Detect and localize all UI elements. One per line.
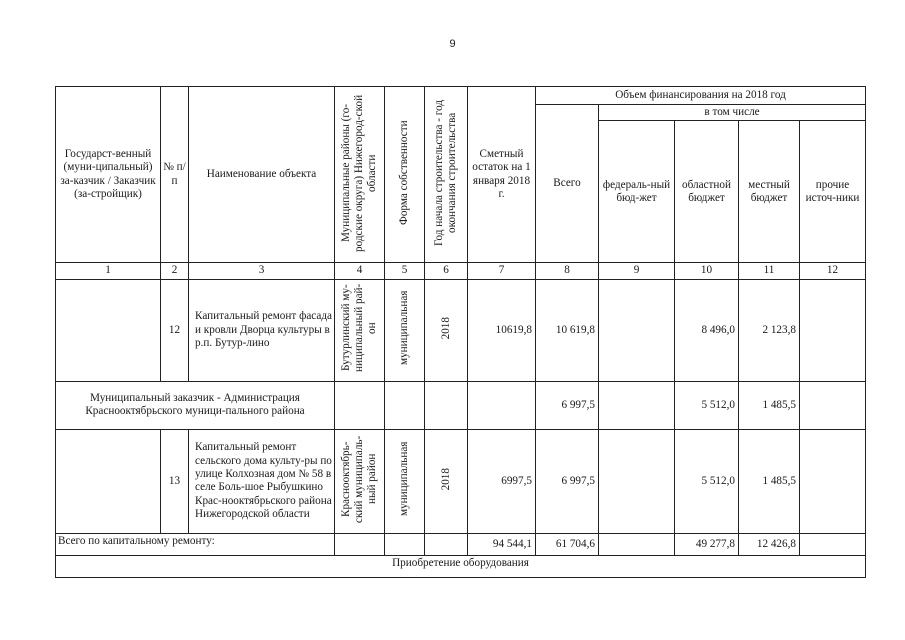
header-estimate-balance: Сметный остаток на 1 января 2018 г. (468, 87, 536, 263)
header-financing-title: Объем финансирования на 2018 год (536, 87, 866, 105)
row-customer (56, 279, 161, 381)
header-years (425, 87, 468, 263)
header-total: Всего (536, 105, 599, 263)
col-num: 5 (385, 263, 425, 279)
col-num: 1 (56, 263, 161, 279)
section-title: Приобретение оборудования (56, 555, 866, 577)
col-num: 7 (468, 263, 536, 279)
header-customer: Государст-венный (муни-ципальный) за-казчик / Заказчик (за-стройщик) (56, 87, 161, 263)
row-municipal-customer: Муниципальный заказчик - Администрация Краснооктябрьского муници-пального района (56, 381, 335, 429)
totals-year (425, 533, 468, 555)
row-local: 1 485,5 (739, 429, 800, 533)
row-ownership-text: муниципальная (398, 290, 411, 366)
totals-total: 61 704,6 (536, 533, 599, 555)
header-ownership-text: Форма собственности (398, 120, 411, 225)
row-object-name: Капитальный ремонт сельского дома культу-ры по улице Колхозная дом № 58 в селе Боль-шое Рыбушкино Крас-нооктябрьского района Нижегородской области (189, 429, 335, 533)
totals-regional: 49 277,8 (675, 533, 739, 555)
header-no: № п/п (161, 87, 189, 263)
row-total: 10 619,8 (536, 279, 599, 381)
table-row (56, 279, 866, 381)
row-no: 13 (161, 429, 189, 533)
col-num: 3 (189, 263, 335, 279)
row-district (335, 381, 385, 429)
totals-district (335, 533, 385, 555)
col-num: 11 (739, 263, 800, 279)
row-district-text: Краснооктябрь-ский муниципаль-ный район (340, 435, 378, 523)
totals-other (800, 533, 866, 555)
row-federal (599, 429, 675, 533)
row-other (800, 279, 866, 381)
header-object-name: Наименование объекта (189, 87, 335, 263)
row-district (335, 279, 385, 381)
row-other (800, 429, 866, 533)
row-year (425, 381, 468, 429)
totals-federal (599, 533, 675, 555)
totals-balance: 94 544,1 (468, 533, 536, 555)
row-ownership (385, 279, 425, 381)
col-num: 9 (599, 263, 675, 279)
col-num: 8 (536, 263, 599, 279)
totals-row (56, 533, 866, 555)
row-ownership (385, 381, 425, 429)
page-number: 9 (449, 38, 456, 50)
header-years-text: Год начала строительства - год окончания строительства (433, 99, 458, 246)
column-numbers-row (56, 263, 866, 279)
row-total: 6 997,5 (536, 429, 599, 533)
col-num: 6 (425, 263, 468, 279)
header-regional: областной бюджет (675, 121, 739, 263)
row-year (425, 279, 468, 381)
header-districts (335, 87, 385, 263)
row-regional: 5 512,0 (675, 429, 739, 533)
row-balance: 10619,8 (468, 279, 536, 381)
col-num: 4 (335, 263, 385, 279)
section-row (56, 555, 866, 577)
header-local: местный бюджет (739, 121, 800, 263)
row-total: 6 997,5 (536, 381, 599, 429)
col-num: 2 (161, 263, 189, 279)
row-no: 12 (161, 279, 189, 381)
row-balance: 6997,5 (468, 429, 536, 533)
row-regional: 8 496,0 (675, 279, 739, 381)
row-district (335, 429, 385, 533)
financing-table (55, 86, 866, 578)
totals-ownership (385, 533, 425, 555)
row-customer (56, 429, 161, 533)
header-districts-text: Муниципальные районы (го-родские округа) Нижегород-ской области (340, 93, 378, 252)
row-year (425, 429, 468, 533)
row-district-text: Бутурлинский му-ниципальный рай-он (340, 284, 378, 373)
row-object-name: Капитальный ремонт фасада и кровли Дворца культуры в р.п. Бутур-лино (189, 279, 335, 381)
totals-label: Всего по капитальному ремонту: (56, 533, 335, 555)
row-balance (468, 381, 536, 429)
row-federal (599, 279, 675, 381)
header-ownership (385, 87, 425, 263)
totals-local: 12 426,8 (739, 533, 800, 555)
col-num: 10 (675, 263, 739, 279)
header-other: прочие источ-ники (800, 121, 866, 263)
row-regional: 5 512,0 (675, 381, 739, 429)
table-row (56, 429, 866, 533)
row-other (800, 381, 866, 429)
header-federal: федераль-ный бюд-жет (599, 121, 675, 263)
col-num: 12 (800, 263, 866, 279)
row-local: 2 123,8 (739, 279, 800, 381)
row-ownership-text: муниципальная (398, 441, 411, 517)
header-including: в том числе (599, 105, 866, 121)
row-local: 1 485,5 (739, 381, 800, 429)
row-ownership (385, 429, 425, 533)
row-federal (599, 381, 675, 429)
row-year-text: 2018 (439, 316, 452, 340)
row-year-text: 2018 (439, 467, 452, 491)
table-row (56, 381, 866, 429)
